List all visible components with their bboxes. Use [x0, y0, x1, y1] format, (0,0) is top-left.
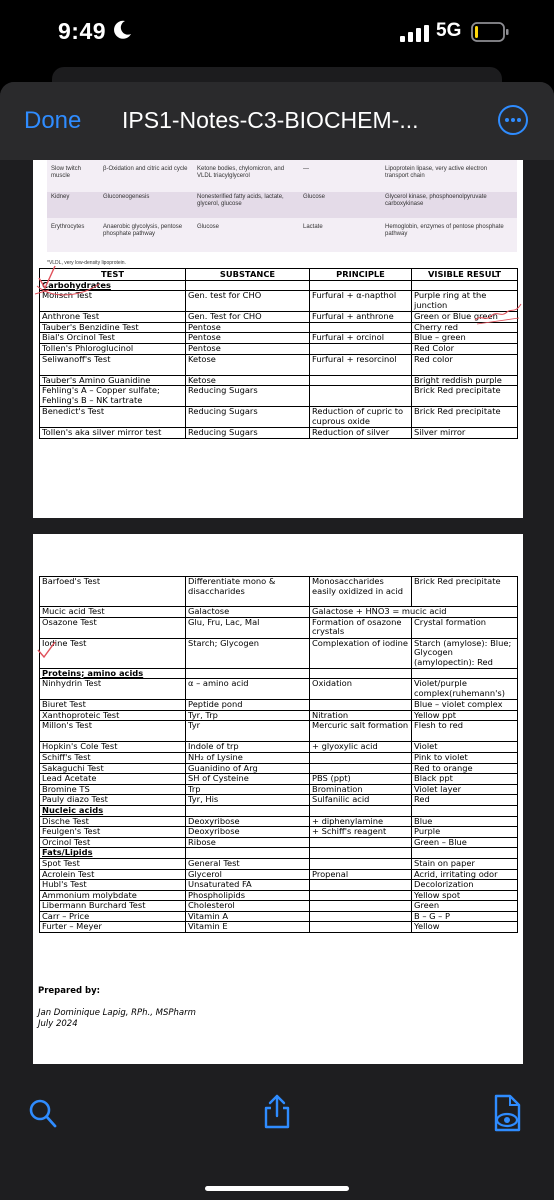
- table-cell: Anthrone Test: [40, 312, 186, 323]
- table-cell: Bial's Orcinol Test: [40, 333, 186, 344]
- table-cell: Red Color: [412, 343, 518, 354]
- table-cell: [186, 848, 310, 859]
- table-row: [40, 721, 518, 742]
- table-cell: Feulgen's Test: [40, 827, 186, 838]
- table-cell: Mercuric salt formation: [310, 721, 412, 742]
- table-cell: Formation of osazone crystals: [310, 617, 412, 638]
- table-row: [40, 617, 518, 638]
- table-cell: B – G – P: [412, 911, 518, 922]
- table-cell: Ninhydrin Test: [40, 679, 186, 700]
- home-indicator: [205, 1186, 349, 1191]
- table-cell: Tollen's aka silver mirror test: [40, 428, 186, 439]
- section-row: [40, 848, 518, 859]
- section-title-carbohydrates: Carbohydrates: [40, 280, 186, 291]
- document-page-2: [33, 534, 523, 1064]
- table-cell: Pink to violet: [412, 752, 518, 763]
- table-row: [40, 322, 518, 333]
- table-cell: Crystal formation: [412, 617, 518, 638]
- column-header-principle: PRINCIPLE: [310, 269, 412, 281]
- table-cell: Vitamin A: [186, 911, 310, 922]
- table-cell: Phospholipids: [186, 890, 310, 901]
- table-cell: Furter – Meyer: [40, 922, 186, 933]
- table-cell: [186, 280, 310, 291]
- table-cell: Schiff's Test: [40, 752, 186, 763]
- status-time: 9:49: [58, 18, 107, 44]
- table-cell: Oxidation: [310, 679, 412, 700]
- figure-row: [47, 192, 517, 218]
- table-cell: Benedict's Test: [40, 407, 186, 428]
- table-cell: Reduction of silver: [310, 428, 412, 439]
- table-cell: Bromination: [310, 784, 412, 795]
- table-cell: Mucic acid Test: [40, 607, 186, 618]
- figure-cell: Anaerobic glycolysis, pentose phosphate pathway: [103, 224, 183, 237]
- figure-cell: Glucose: [197, 224, 220, 230]
- table-cell: Deoxyribose: [186, 816, 310, 827]
- table-cell: [310, 763, 412, 774]
- table-cell: [310, 805, 412, 816]
- table-row: [40, 837, 518, 848]
- table-cell: Propenal: [310, 869, 412, 880]
- section-title-fats-lipids: Fats/Lipids: [40, 848, 186, 859]
- table-cell: [310, 280, 412, 291]
- table-cell: [310, 922, 412, 933]
- table-cell: Green or Blue green: [412, 312, 518, 323]
- table-cell: Osazone Test: [40, 617, 186, 638]
- table-cell: [310, 837, 412, 848]
- table-cell: Biuret Test: [40, 700, 186, 711]
- table-cell: Unsaturated FA: [186, 880, 310, 891]
- table-row: [40, 312, 518, 323]
- table-cell: Deoxyribose: [186, 827, 310, 838]
- table-cell: Ketose: [186, 354, 310, 375]
- table-cell: Violet: [412, 742, 518, 753]
- table-cell: [310, 343, 412, 354]
- table-cell: Monosaccharides easily oxidized in acid: [310, 577, 412, 607]
- table-cell: [310, 901, 412, 912]
- table-row: [40, 577, 518, 607]
- table-cell: Ribose: [186, 837, 310, 848]
- table-row: [40, 911, 518, 922]
- figure-cell: —: [303, 166, 309, 172]
- table-cell: Peptide pond: [186, 700, 310, 711]
- table-row: [40, 375, 518, 386]
- markup-icon[interactable]: [492, 1094, 524, 1134]
- table-cell: [310, 375, 412, 386]
- table-cell: + diphenylamine: [310, 816, 412, 827]
- table-cell: Violet/purple complex(ruhemann's): [412, 679, 518, 700]
- table-cell: Glycerol: [186, 869, 310, 880]
- table-cell: Cherry red: [412, 322, 518, 333]
- table-cell: Seliwanoff's Test: [40, 354, 186, 375]
- table-cell: Xanthoproteic Test: [40, 710, 186, 721]
- table-row: [40, 880, 518, 891]
- table-row: [40, 291, 518, 312]
- table-cell: Furfural + anthrone: [310, 312, 412, 323]
- table-cell: Galactose + HNO3 = mucic acid: [310, 607, 518, 618]
- table-cell: + glyoxylic acid: [310, 742, 412, 753]
- table-cell: Libermann Burchard Test: [40, 901, 186, 912]
- table-cell: Hopkin's Cole Test: [40, 742, 186, 753]
- figure-cell: β-Oxidation and citric acid cycle: [103, 166, 188, 172]
- table-cell: Galactose: [186, 607, 310, 618]
- table-cell: Glu, Fru, Lac, Mal: [186, 617, 310, 638]
- table-cell: [186, 805, 310, 816]
- done-button[interactable]: Done: [24, 107, 82, 134]
- table-cell: Pentose: [186, 322, 310, 333]
- figure-cell: Lipoprotein lipase, very active electron transport chain: [385, 166, 488, 179]
- table-cell: Black ppt: [412, 774, 518, 785]
- handwritten-checkmark-annotation: [33, 260, 103, 300]
- table-cell: Acrolein Test: [40, 869, 186, 880]
- table-cell: Yellow: [412, 922, 518, 933]
- table-cell: [310, 700, 412, 711]
- table-row: [40, 700, 518, 711]
- table-cell: Furfural + orcinol: [310, 333, 412, 344]
- section-row: [40, 280, 518, 291]
- table-row: [40, 922, 518, 933]
- table-cell: Carr – Price: [40, 911, 186, 922]
- table-cell: Brick Red precipitate: [412, 386, 518, 407]
- table-row: [40, 901, 518, 912]
- table-cell: Acrid, irritating odor: [412, 869, 518, 880]
- table-cell: Pauly diazo Test: [40, 795, 186, 806]
- table-cell: Guanidino of Arg: [186, 763, 310, 774]
- column-header-visible-result: VISIBLE RESULT: [412, 269, 518, 281]
- table-cell: Furfural + α-napthol: [310, 291, 412, 312]
- table-row: [40, 428, 518, 439]
- table-cell: Yellow spot: [412, 890, 518, 901]
- table-cell: Tauber's Amino Guanidine: [40, 375, 186, 386]
- table-row: [40, 354, 518, 375]
- prepared-by-label: Prepared by:: [38, 986, 101, 996]
- column-header-test: TEST: [40, 269, 186, 281]
- table-cell: Red: [412, 795, 518, 806]
- table-cell: Ketose: [186, 375, 310, 386]
- table-row: [40, 407, 518, 428]
- table-cell: [310, 848, 412, 859]
- battery-icon: [471, 22, 509, 42]
- table-cell: Sulfanilic acid: [310, 795, 412, 806]
- table-cell: Red to orange: [412, 763, 518, 774]
- table-row: [40, 742, 518, 753]
- prepared-date: July 2024: [38, 1019, 78, 1029]
- table-row: [40, 795, 518, 806]
- table-cell: Cholesterol: [186, 901, 310, 912]
- table-cell: Stain on paper: [412, 858, 518, 869]
- table-row: [40, 752, 518, 763]
- table-row: [40, 827, 518, 838]
- document-page-1: [33, 160, 523, 518]
- table-cell: Complexation of iodine: [310, 638, 412, 668]
- table-cell: Brick Red precipitate: [412, 407, 518, 428]
- table-cell: [310, 890, 412, 901]
- search-icon[interactable]: [28, 1098, 58, 1130]
- section-row: [40, 805, 518, 816]
- table-cell: Gen. test for CHO: [186, 291, 310, 312]
- table-cell: [412, 668, 518, 679]
- figure-table: [47, 160, 517, 252]
- table-cell: [310, 911, 412, 922]
- table-row: [40, 816, 518, 827]
- table-cell: PBS (ppt): [310, 774, 412, 785]
- tests-table-continued: [39, 576, 518, 933]
- table-cell: SH of Cysteine: [186, 774, 310, 785]
- table-row: [40, 638, 518, 668]
- focus-moon-icon: [114, 20, 132, 40]
- table-cell: Yellow ppt: [412, 710, 518, 721]
- table-cell: Differentiate mono & disaccharides: [186, 577, 310, 607]
- table-cell: General Test: [186, 858, 310, 869]
- table-cell: Bromine TS: [40, 784, 186, 795]
- table-cell: Lead Acetate: [40, 774, 186, 785]
- table-cell: Blue: [412, 816, 518, 827]
- table-row: [40, 710, 518, 721]
- table-cell: Vitamin E: [186, 922, 310, 933]
- table-cell: [310, 386, 412, 407]
- handwritten-note-annotation: [473, 296, 523, 326]
- table-cell: [310, 858, 412, 869]
- table-row: [40, 763, 518, 774]
- table-cell: [186, 668, 310, 679]
- table-cell: Reduction of cupric to cuprous oxide: [310, 407, 412, 428]
- figure-cell: Kidney: [51, 194, 70, 200]
- table-cell: Starch; Glycogen: [186, 638, 310, 668]
- figure-cell: Erythrocytes: [51, 224, 85, 230]
- table-cell: Pentose: [186, 343, 310, 354]
- table-cell: Silver mirror: [412, 428, 518, 439]
- figure-cell: Glycerol kinase, phosphoenolpyruvate carboxykinase: [385, 194, 487, 207]
- table-cell: Millon's Test: [40, 721, 186, 742]
- figure-footnote: *VLDL, very low-density lipoprotein.: [47, 260, 126, 266]
- table-cell: Purple ring at the junction: [412, 291, 518, 312]
- table-cell: Tauber's Benzidine Test: [40, 322, 186, 333]
- table-cell: Purple: [412, 827, 518, 838]
- table-cell: Reducing Sugars: [186, 428, 310, 439]
- table-cell: Tyr, His: [186, 795, 310, 806]
- table-cell: [310, 322, 412, 333]
- table-cell: Fehling's A – Copper sulfate; Fehling's B – NK tartrate: [40, 386, 186, 407]
- table-cell: Orcinol Test: [40, 837, 186, 848]
- table-cell: Spot Test: [40, 858, 186, 869]
- table-row: [40, 679, 518, 700]
- figure-cell: Slow twitch muscle: [51, 166, 82, 179]
- table-cell: Molisch Test: [40, 291, 186, 312]
- table-cell: Furfural + resorcinol: [310, 354, 412, 375]
- network-type: 5G: [436, 20, 462, 41]
- figure-cell: Hemoglobin, enzymes of pentose phosphate pathway: [385, 224, 504, 237]
- table-cell: Barfoed's Test: [40, 577, 186, 607]
- more-options-icon[interactable]: [498, 105, 528, 135]
- figure-cell: Gluconeogenesis: [103, 194, 150, 200]
- figure-cell: Ketone bodies, chylomicron, and VLDL triacylglycerol: [197, 166, 285, 179]
- table-row: [40, 333, 518, 344]
- table-cell: Reducing Sugars: [186, 386, 310, 407]
- table-cell: Tyr: [186, 721, 310, 742]
- section-title-nucleic-acids: Nucleic acids: [40, 805, 186, 816]
- table-cell: Reducing Sugars: [186, 407, 310, 428]
- table-cell: [310, 752, 412, 763]
- handwritten-checkmark-annotation: [35, 640, 59, 660]
- table-cell: Iodine Test: [40, 638, 186, 668]
- table-cell: Ammonium molybdate: [40, 890, 186, 901]
- table-cell: Indole of trp: [186, 742, 310, 753]
- table-cell: Blue – violet complex: [412, 700, 518, 711]
- table-cell: Brick Red precipitate: [412, 577, 518, 607]
- table-cell: Trp: [186, 784, 310, 795]
- table-cell: Tyr, Trp: [186, 710, 310, 721]
- author-name: Jan Dominique Lapig, RPh., MSPharm: [38, 1008, 196, 1018]
- table-cell: α – amino acid: [186, 679, 310, 700]
- table-row: [40, 386, 518, 407]
- share-icon[interactable]: [261, 1094, 293, 1130]
- table-cell: [412, 280, 518, 291]
- table-cell: Nitration: [310, 710, 412, 721]
- figure-cell: Glucose: [303, 194, 326, 200]
- table-cell: Decolorization: [412, 880, 518, 891]
- table-cell: Starch (amylose): Blue; Glycogen (amylopectin): Red: [412, 638, 518, 668]
- table-cell: Sakaguchi Test: [40, 763, 186, 774]
- table-row: [40, 607, 518, 618]
- table-cell: [412, 848, 518, 859]
- table-cell: Green – Blue: [412, 837, 518, 848]
- table-row: [40, 774, 518, 785]
- section-row: [40, 668, 518, 679]
- table-cell: + Schiff's reagent: [310, 827, 412, 838]
- table-cell: Flesh to red: [412, 721, 518, 742]
- table-row: [40, 890, 518, 901]
- table-row: [40, 869, 518, 880]
- cellular-signal-icon: [400, 25, 430, 42]
- table-cell: Pentose: [186, 333, 310, 344]
- tests-table-carbohydrates: [39, 268, 518, 439]
- table-cell: Red color: [412, 354, 518, 375]
- table-cell: Tollen's Phloroglucinol: [40, 343, 186, 354]
- table-cell: Gen. Test for CHO: [186, 312, 310, 323]
- table-cell: [412, 805, 518, 816]
- table-row: [40, 858, 518, 869]
- table-cell: [310, 668, 412, 679]
- table-cell: Hubl's Test: [40, 880, 186, 891]
- table-cell: NH₂ of Lysine: [186, 752, 310, 763]
- table-cell: [310, 880, 412, 891]
- document-title: IPS1-Notes-C3-BIOCHEM-...: [122, 107, 419, 133]
- table-row: [40, 784, 518, 795]
- table-row: [40, 343, 518, 354]
- table-cell: Green: [412, 901, 518, 912]
- section-title-proteins: Proteins; amino acids: [40, 668, 186, 679]
- figure-cell: Nonesterified fatty acids, lactate, glycerol, glucose: [197, 194, 284, 207]
- table-cell: Bright reddish purple: [412, 375, 518, 386]
- column-header-substance: SUBSTANCE: [186, 269, 310, 281]
- table-header-row: [40, 269, 518, 281]
- table-cell: Blue – green: [412, 333, 518, 344]
- table-cell: Dische Test: [40, 816, 186, 827]
- figure-cell: Lactate: [303, 224, 323, 230]
- table-cell: Violet layer: [412, 784, 518, 795]
